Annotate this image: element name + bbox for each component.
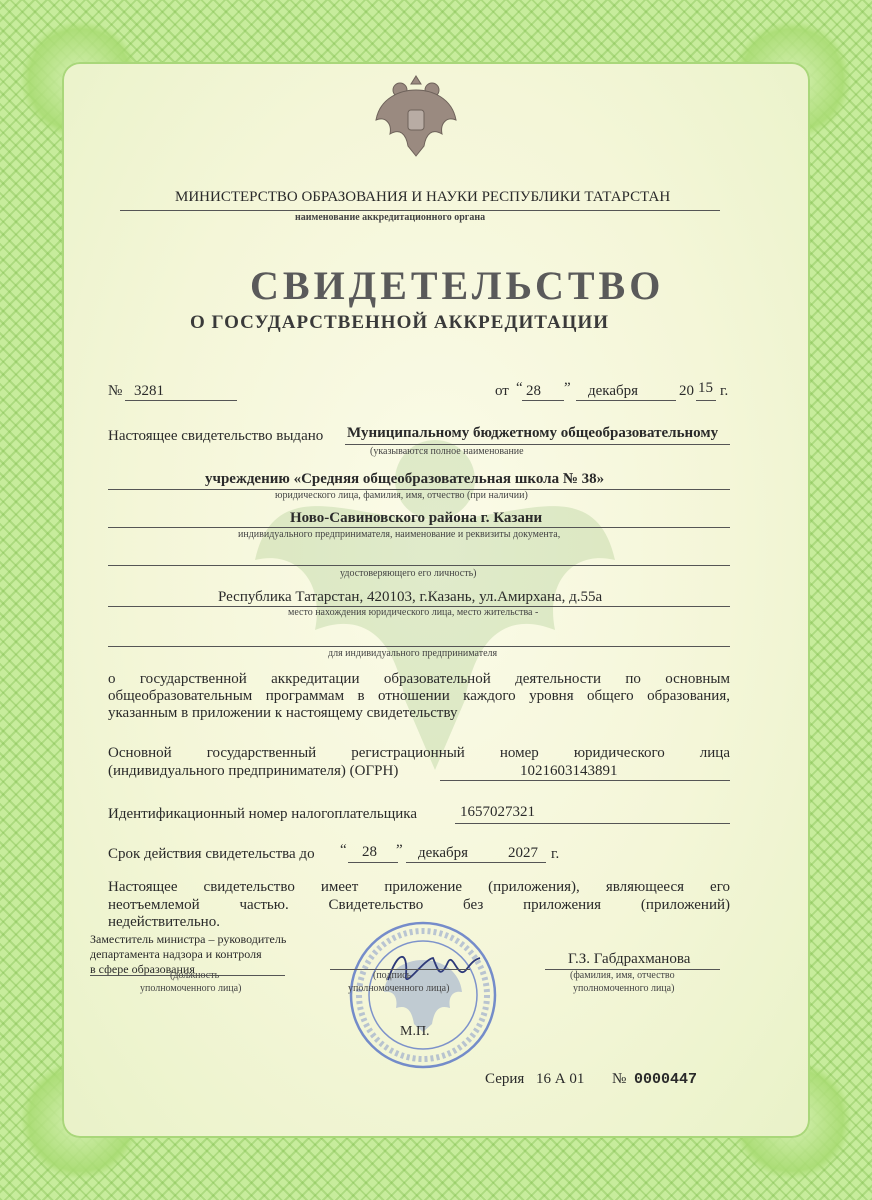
quote-close: ” — [564, 380, 571, 396]
recipient-caption-3: индивидуального предпринимателя, наименование и реквизиты документа, — [238, 529, 561, 540]
name-caption-1: (фамилия, имя, отчество — [570, 970, 675, 981]
signatory-position-3: в сфере образования — [90, 962, 195, 976]
annex-text-2: неотъемлемой частью. Свидетельство без приложения (приложений) — [108, 897, 730, 913]
document-subtitle: О ГОСУДАРСТВЕННОЙ АККРЕДИТАЦИИ — [190, 312, 610, 333]
ogrn-label: (индивидуального предпринимателя) (ОГРН) — [108, 763, 399, 779]
authority-caption: наименование аккредитационного органа — [295, 212, 486, 223]
recipient-caption-1: (указываются полное наименование — [370, 446, 524, 457]
recipient-line-2: учреждению «Средняя общеобразовательная школа № 38» — [205, 471, 605, 487]
recipient-line-1: Муниципальному бюджетному общеобразовательному — [347, 425, 719, 441]
number-line — [125, 400, 237, 401]
recipient-caption-4: удостоверяющего его личность) — [340, 568, 477, 579]
position-caption-2: уполномоченного лица) — [140, 983, 242, 994]
validity-unit: г. — [551, 846, 560, 862]
recipient-underline-1 — [345, 444, 730, 445]
quote-open: “ — [340, 842, 347, 858]
address-caption: место нахождения юридического лица, место жительства - — [288, 607, 539, 618]
series-number: 0000447 — [634, 1071, 698, 1088]
signatory-name: Г.З. Габдрахманова — [568, 951, 691, 967]
annex-text-3: недействительно. — [108, 914, 220, 930]
recipient-address: Республика Татарстан, 420103, г.Казань, ул.Амирхана, д.55а — [218, 589, 603, 605]
validity-day: 28 — [362, 844, 377, 860]
document-title: СВИДЕТЕЛЬСТВО — [250, 263, 665, 308]
year-line — [696, 400, 716, 401]
validity-month: декабря — [418, 845, 469, 861]
address-underline-2 — [108, 646, 730, 647]
year-prefix: 20 — [679, 383, 694, 399]
recipient-underline-4 — [108, 565, 730, 566]
series-label: Серия — [485, 1071, 525, 1087]
quote-close: ” — [396, 842, 403, 858]
certificate-number: 3281 — [134, 383, 164, 399]
validity-month-line — [406, 862, 546, 863]
inn-label: Идентификационный номер налогоплательщика — [108, 806, 418, 822]
inn-underline — [455, 823, 730, 824]
signature-caption-2: уполномоченного лица) — [348, 983, 450, 994]
date-from-label: от — [495, 383, 509, 399]
recipient-underline-3 — [108, 527, 730, 528]
validity-day-line — [348, 862, 398, 863]
year-unit: г. — [720, 383, 729, 399]
issue-year: 15 — [698, 380, 713, 396]
ogrn-underline — [440, 780, 730, 781]
coat-of-arms-icon — [370, 68, 462, 160]
quote-open: “ — [516, 380, 523, 396]
accreditation-text-1: о государственной аккредитации образовательной деятельности по основным — [108, 671, 730, 687]
signature-caption-1: (подпись — [373, 970, 412, 981]
stamp-place-label: М.П. — [400, 1024, 430, 1039]
signatory-position-2: департамента надзора и контроля — [90, 947, 262, 961]
accreditation-text-3: указанным в приложении к настоящему свидетельству — [108, 705, 458, 721]
recipient-caption-2: юридического лица, фамилия, имя, отчество (при наличии) — [275, 490, 528, 501]
issued-label: Настоящее свидетельство выдано — [108, 428, 324, 444]
inn-value: 1657027321 — [460, 804, 535, 820]
series-number-label: № — [612, 1071, 627, 1087]
annex-text-1: Настоящее свидетельство имеет приложение (приложения), являющееся его — [108, 879, 730, 895]
validity-label: Срок действия свидетельства до — [108, 846, 315, 862]
series-value: 16 А 01 — [536, 1071, 585, 1087]
accreditation-text-2: общеобразовательным программам в отношении каждого уровня общего образования, — [108, 688, 730, 704]
issue-month: декабря — [588, 383, 639, 399]
signatory-position-1: Заместитель министра – руководитель — [90, 932, 287, 946]
ogrn-value: 1021603143891 — [520, 763, 618, 779]
authority-name: МИНИСТЕРСТВО ОБРАЗОВАНИЯ И НАУКИ РЕСПУБЛИКИ ТАТАРСТАН — [175, 189, 671, 205]
day-line — [522, 400, 564, 401]
validity-year: 2027 — [508, 845, 538, 861]
position-caption-1: (должность — [170, 970, 220, 981]
recipient-line-3: Ново-Савиновского района г. Казани — [290, 510, 543, 526]
name-caption-2: уполномоченного лица) — [573, 983, 675, 994]
month-line — [576, 400, 676, 401]
address-caption-2: для индивидуального предпринимателя — [328, 648, 498, 659]
authority-line — [120, 210, 720, 211]
number-label: № — [108, 383, 123, 399]
ogrn-line-1: Основной государственный регистрационный номер юридического лица — [108, 745, 730, 761]
issue-day: 28 — [526, 383, 541, 399]
